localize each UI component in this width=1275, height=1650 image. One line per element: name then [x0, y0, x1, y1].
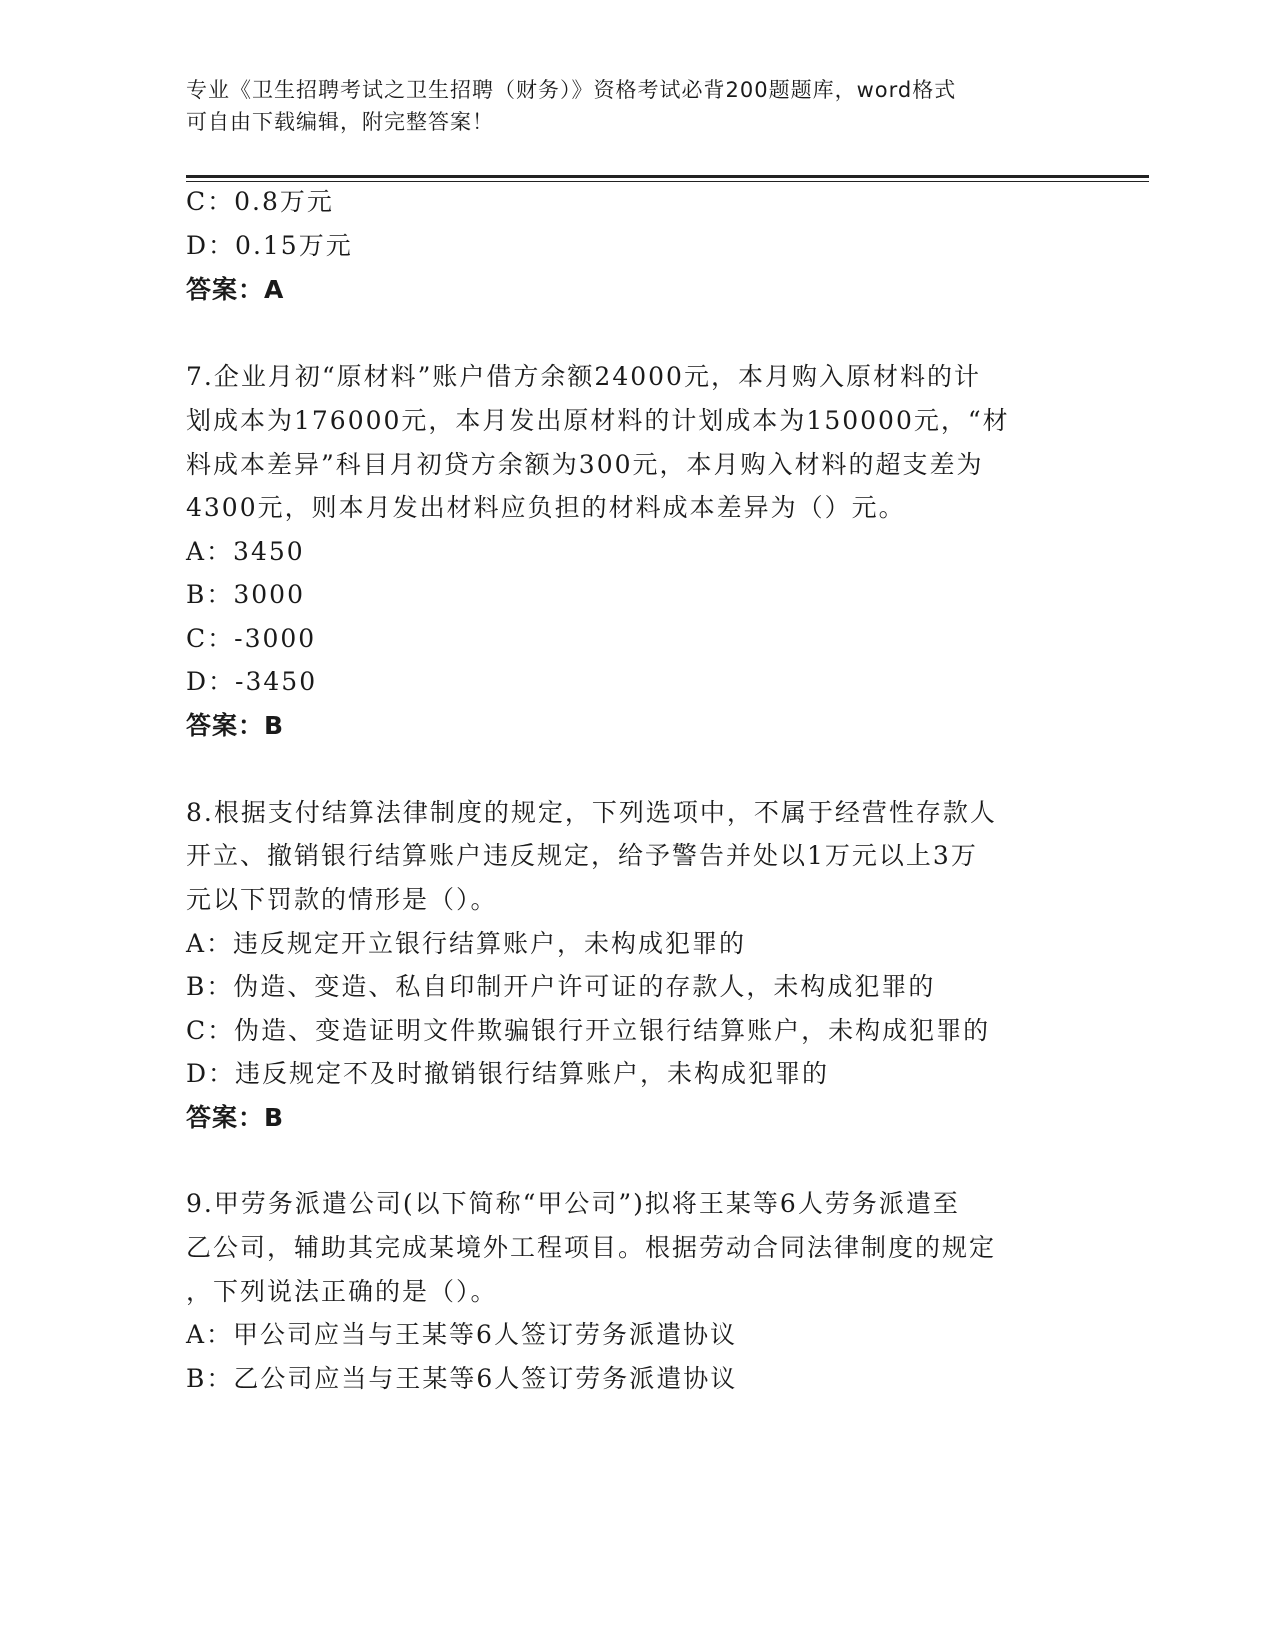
q8-stem-line-3: 元以下罚款的情形是（）。 — [186, 885, 498, 914]
q9-stem-line-2: 乙公司，辅助其完成某境外工程项目。根据劳动合同法律制度的规定 — [186, 1233, 997, 1262]
document-header — [186, 74, 1066, 138]
header-divider-thin — [186, 181, 1149, 182]
q8-option-a: A：违反规定开立银行结算账户，未构成犯罪的 — [186, 929, 747, 958]
q7-stem-line-3: 料成本差异”科目月初贷方余额为300元，本月购入材料的超支差为 — [186, 450, 984, 479]
q9-stem-line-1: 9.甲劳务派遣公司(以下简称“甲公司”)拟将王某等6人劳务派遣至 — [186, 1189, 960, 1218]
q9-stem-line-3: ，下列说法正确的是（）。 — [186, 1277, 498, 1306]
q9-option-a: A：甲公司应当与王某等6人签订劳务派遣协议 — [186, 1320, 737, 1349]
prev-option-d: D：0.15万元 — [186, 231, 353, 260]
q7-option-c: C：-3000 — [186, 624, 317, 653]
q7-stem-line-4: 4300元，则本月发出材料应负担的材料成本差异为（）元。 — [186, 493, 906, 522]
q8-option-c: C：伪造、变造证明文件欺骗银行开立银行结算账户，未构成犯罪的 — [186, 1016, 991, 1045]
q7-stem-line-1: 7.企业月初“原材料”账户借方余额24000元，本月购入原材料的计 — [186, 362, 981, 391]
q8-option-d: D：违反规定不及时撤销银行结算账户，未构成犯罪的 — [186, 1059, 830, 1088]
q7-answer: 答案：B — [186, 711, 285, 740]
q8-option-b: B：伪造、变造、私自印制开户许可证的存款人，未构成犯罪的 — [186, 972, 936, 1001]
prev-answer: 答案：A — [186, 275, 285, 304]
prev-option-c: C：0.8万元 — [186, 187, 334, 216]
q9-option-b: B：乙公司应当与王某等6人签订劳务派遣协议 — [186, 1364, 738, 1393]
header-line-1: 专业《卫生招聘考试之卫生招聘（财务）》资格考试必背200题题库，word格式 — [186, 78, 957, 102]
q8-stem-line-2: 开立、撤销银行结算账户违反规定，给予警告并处以1万元以上3万 — [186, 841, 978, 870]
q7-option-d: D：-3450 — [186, 667, 318, 696]
q7-stem-line-2: 划成本为176000元，本月发出原材料的计划成本为150000元，“材 — [186, 406, 1010, 435]
q8-answer: 答案：B — [186, 1103, 285, 1132]
header-line-2: 可自由下载编辑，附完整答案！ — [186, 110, 494, 134]
q7-option-a: A：3450 — [186, 537, 305, 566]
q7-option-b: B：3000 — [186, 580, 305, 609]
q8-stem-line-1: 8.根据支付结算法律制度的规定，下列选项中，不属于经营性存款人 — [186, 798, 997, 827]
header-divider-thick — [186, 175, 1149, 178]
